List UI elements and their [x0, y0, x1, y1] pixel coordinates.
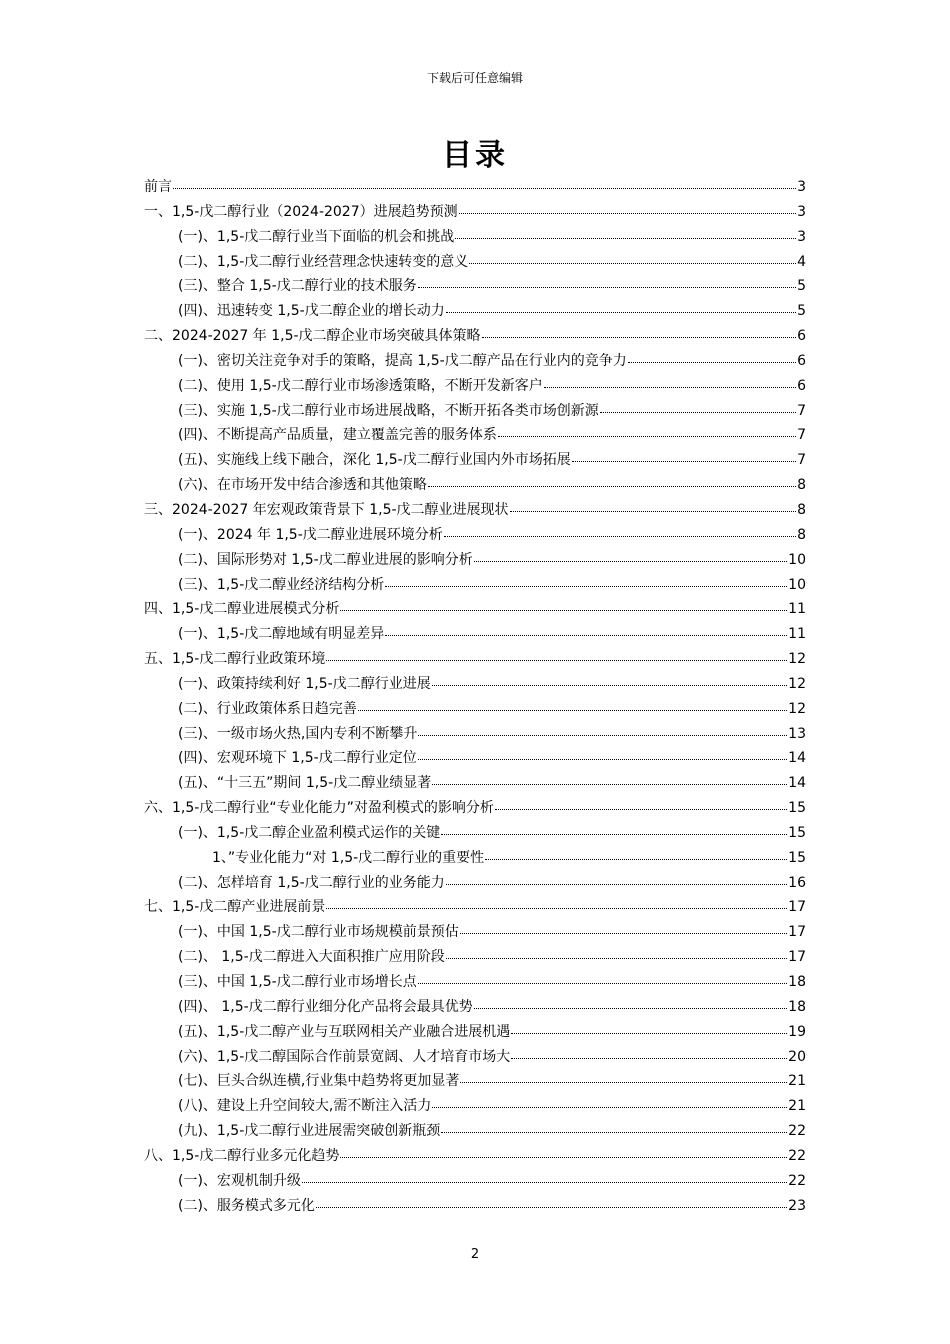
toc-leader-dots [495, 799, 787, 810]
toc-entry[interactable] [144, 499, 806, 524]
toc-entry[interactable] [144, 375, 806, 400]
toc-entry-title: (七)、巨头合纵连横,行业集中趋势将更加显著 [178, 1073, 460, 1090]
toc-entry-title: (五)、1,5-戊二醇产业与互联网相关产业融合进展机遇 [178, 1023, 511, 1040]
toc-entry-title: (二)、 1,5-戊二醇进入大面积推广应用阶段 [178, 949, 445, 966]
toc-entry[interactable] [144, 772, 806, 797]
toc-entry-page: 13 [788, 725, 806, 742]
toc-entry-page: 15 [788, 800, 806, 817]
toc-leader-dots [326, 650, 787, 661]
toc-entry-title: (二)、怎样培育 1,5-戊二醇行业的业务能力 [178, 874, 445, 891]
page-number: 2 [470, 1247, 480, 1262]
toc-entry-page: 3 [797, 228, 806, 245]
table-of-contents [144, 176, 806, 1219]
toc-leader-dots [511, 1023, 787, 1034]
toc-leader-dots [173, 178, 796, 189]
toc-entry[interactable] [144, 971, 806, 996]
toc-entry-title: 七、1,5-戊二醇产业进展前景 [144, 899, 326, 916]
toc-entry-title: (二)、国际形势对 1,5-戊二醇业进展的影响分析 [178, 551, 473, 568]
toc-leader-dots [432, 774, 787, 785]
toc-leader-dots [511, 1048, 787, 1059]
toc-entry-page: 23 [788, 1197, 806, 1214]
toc-entry-page: 22 [788, 1147, 806, 1164]
toc-leader-dots [469, 253, 796, 264]
toc-entry-title: (三)、整合 1,5-戊二醇行业的技术服务 [178, 278, 417, 295]
toc-entry[interactable] [144, 648, 806, 673]
toc-entry-page: 7 [797, 402, 806, 419]
toc-entry-page: 18 [788, 998, 806, 1015]
toc-entry-title: 六、1,5-戊二醇行业“专业化能力”对盈利模式的影响分析 [144, 800, 494, 817]
toc-entry-page: 11 [788, 601, 806, 618]
toc-entry-title: (一)、1,5-戊二醇地域有明显差异 [178, 626, 385, 643]
toc-title: 目录 [442, 138, 508, 173]
toc-entry-title: (六)、在市场开发中结合渗透和其他策略 [178, 477, 427, 494]
toc-entry[interactable] [144, 350, 806, 375]
header-note: 下载后可任意编辑 [426, 71, 523, 85]
toc-leader-dots [459, 203, 796, 214]
toc-entry-title: 五、1,5-戊二醇行业政策环境 [144, 651, 326, 668]
toc-entry[interactable] [144, 698, 806, 723]
toc-leader-dots [418, 973, 787, 984]
toc-entry-page: 12 [788, 675, 806, 692]
toc-entry-page: 12 [788, 651, 806, 668]
toc-entry-title: (一)、政策持续利好 1,5-戊二醇行业进展 [178, 675, 431, 692]
toc-entry-page: 3 [797, 179, 806, 195]
toc-entry-title: (一)、1,5-戊二醇企业盈利模式运作的关键 [178, 824, 441, 841]
toc-entry-title: (五)、“十三五”期间 1,5-戊二醇业绩显著 [178, 775, 432, 792]
toc-leader-dots [358, 700, 787, 711]
toc-leader-dots [385, 625, 787, 636]
toc-entry[interactable] [144, 226, 806, 251]
toc-entry[interactable] [144, 201, 806, 226]
toc-entry[interactable] [144, 996, 806, 1021]
toc-entry-title: (八)、建设上升空间较大,需不断注入活力 [178, 1098, 432, 1115]
toc-entry-page: 8 [797, 501, 806, 518]
toc-entry-title: (二)、服务模式多元化 [178, 1197, 315, 1214]
toc-leader-dots [432, 675, 787, 686]
toc-entry[interactable] [144, 872, 806, 897]
toc-leader-dots [441, 824, 787, 835]
toc-entry[interactable] [144, 1021, 806, 1046]
toc-entry-page: 5 [797, 303, 806, 320]
toc-entry-title: (五)、实施线上线下融合，深化 1,5-戊二醇行业国内外市场拓展 [178, 452, 571, 469]
toc-leader-dots [455, 228, 796, 239]
toc-entry-title: (一)、中国 1,5-戊二醇行业市场规模前景预估 [178, 924, 459, 941]
toc-leader-dots [572, 451, 796, 462]
toc-entry-page: 3 [797, 203, 806, 220]
toc-leader-dots [485, 849, 787, 860]
toc-leader-dots [340, 600, 787, 611]
toc-entry-page: 8 [797, 526, 806, 543]
toc-entry[interactable] [144, 574, 806, 599]
toc-entry-page: 19 [788, 1023, 806, 1040]
toc-entry-page: 10 [788, 576, 806, 593]
toc-entry[interactable] [144, 1195, 806, 1220]
toc-entry-page: 6 [797, 328, 806, 345]
toc-entry[interactable] [144, 921, 806, 946]
toc-leader-dots [510, 501, 797, 512]
toc-entry[interactable] [144, 747, 806, 772]
toc-entry-page: 8 [797, 477, 806, 494]
toc-entry-title: (四)、 1,5-戊二醇行业细分化产品将会最具优势 [178, 998, 473, 1015]
toc-leader-dots [316, 1197, 787, 1208]
toc-entry-title: (二)、行业政策体系日趋完善 [178, 700, 357, 717]
toc-entry-page: 15 [788, 849, 806, 866]
toc-leader-dots [460, 1072, 787, 1083]
toc-entry[interactable] [144, 1170, 806, 1195]
toc-leader-dots [446, 874, 787, 885]
toc-entry-page: 21 [788, 1098, 806, 1115]
toc-entry[interactable] [144, 1145, 806, 1170]
toc-entry[interactable] [144, 946, 806, 971]
toc-leader-dots [340, 1147, 787, 1158]
toc-entry-title: (一)、密切关注竞争对手的策略，提高 1,5-戊二醇产品在行业内的竞争力 [178, 352, 627, 369]
toc-entry-title: (四)、宏观环境下 1,5-戊二醇行业定位 [178, 750, 417, 767]
toc-entry-page: 4 [797, 253, 806, 270]
toc-entry[interactable] [144, 549, 806, 574]
toc-entry-title: (一)、1,5-戊二醇行业当下面临的机会和挑战 [178, 228, 455, 245]
toc-entry-page: 10 [788, 551, 806, 568]
toc-leader-dots [385, 576, 787, 587]
toc-entry-title: 三、2024-2027 年宏观政策背景下 1,5-戊二醇业进展现状 [144, 501, 509, 518]
toc-entry[interactable] [144, 176, 806, 201]
toc-entry-page: 21 [788, 1073, 806, 1090]
toc-entry-title: (九)、1,5-戊二醇行业进展需突破创新瓶颈 [178, 1123, 441, 1140]
toc-entry-title: (二)、使用 1,5-戊二醇行业市场渗透策略，不断开发新客户 [178, 377, 543, 394]
toc-entry-title: (四)、迅速转变 1,5-戊二醇企业的增长动力 [178, 303, 445, 320]
toc-entry-title: 八、1,5-戊二醇行业多元化趋势 [144, 1147, 340, 1164]
toc-entry-page: 18 [788, 974, 806, 990]
toc-entry[interactable] [144, 449, 806, 474]
toc-entry-title: (三)、中国 1,5-戊二醇行业市场增长点 [178, 974, 417, 990]
toc-entry-title: (三)、实施 1,5-戊二醇行业市场进展战略，不断开拓各类市场创新源 [178, 402, 599, 419]
toc-entry-page: 12 [788, 700, 806, 717]
toc-leader-dots [544, 377, 796, 388]
toc-entry[interactable] [144, 300, 806, 325]
toc-entry-page: 11 [788, 626, 806, 643]
toc-leader-dots [600, 402, 796, 413]
toc-leader-dots [418, 725, 787, 736]
toc-entry[interactable] [144, 896, 806, 921]
toc-leader-dots [441, 1122, 787, 1133]
toc-leader-dots [444, 526, 796, 537]
toc-leader-dots [482, 327, 797, 338]
toc-leader-dots [446, 302, 796, 313]
toc-entry-page: 5 [797, 278, 806, 295]
toc-entry-title: (四)、不断提高产品质量，建立覆盖完善的服务体系 [178, 427, 497, 444]
toc-entry[interactable] [144, 673, 806, 698]
toc-entry[interactable] [144, 822, 806, 847]
toc-entry-page: 7 [797, 427, 806, 444]
toc-entry[interactable] [144, 1070, 806, 1095]
toc-entry-title: 一、1,5-戊二醇行业（2024-2027）进展趋势预测 [144, 203, 458, 220]
toc-entry[interactable] [144, 251, 806, 276]
toc-entry-page: 14 [788, 775, 806, 792]
toc-entry[interactable] [144, 474, 806, 499]
toc-entry-title: (六)、1,5-戊二醇国际合作前景宽阔、人才培育市场大 [178, 1048, 511, 1065]
toc-entry-page: 22 [788, 1123, 806, 1140]
toc-entry[interactable] [144, 623, 806, 648]
toc-leader-dots [474, 998, 787, 1009]
toc-leader-dots [432, 1097, 787, 1108]
toc-leader-dots [302, 1172, 787, 1183]
toc-entry-page: 20 [788, 1048, 806, 1065]
toc-leader-dots [326, 898, 787, 909]
toc-entry-title: (三)、1,5-戊二醇业经济结构分析 [178, 576, 385, 593]
toc-leader-dots [460, 923, 787, 934]
toc-entry-page: 16 [788, 874, 806, 891]
toc-leader-dots [418, 749, 787, 760]
toc-entry-title: 二、2024-2027 年 1,5-戊二醇企业市场突破具体策略 [144, 328, 481, 345]
toc-entry[interactable] [144, 424, 806, 449]
toc-entry[interactable] [144, 1095, 806, 1120]
toc-entry-title: 前言 [144, 179, 172, 195]
toc-entry-page: 14 [788, 750, 806, 767]
toc-entry[interactable] [144, 325, 806, 350]
toc-entry[interactable] [144, 275, 806, 300]
toc-entry-page: 17 [788, 949, 806, 966]
toc-leader-dots [446, 948, 787, 959]
toc-entry[interactable] [144, 400, 806, 425]
toc-entry-page: 15 [788, 824, 806, 841]
toc-entry-title: (一)、宏观机制升级 [178, 1172, 301, 1189]
toc-entry[interactable] [144, 1046, 806, 1071]
toc-entry-page: 17 [788, 924, 806, 941]
toc-entry-page: 6 [797, 352, 806, 369]
toc-entry[interactable] [144, 1120, 806, 1145]
toc-entry-page: 22 [788, 1172, 806, 1189]
toc-entry[interactable] [144, 847, 806, 872]
toc-entry[interactable] [144, 524, 806, 549]
toc-entry-title: (一)、2024 年 1,5-戊二醇业进展环境分析 [178, 526, 443, 543]
toc-entry-title: 四、1,5-戊二醇业进展模式分析 [144, 601, 340, 618]
toc-entry-page: 17 [788, 899, 806, 916]
toc-entry-title: (三)、一级市场火热,国内专利不断攀升 [178, 725, 418, 742]
toc-entry[interactable] [144, 797, 806, 822]
toc-leader-dots [418, 277, 796, 288]
toc-entry[interactable] [144, 598, 806, 623]
toc-entry-title: 1、”专业化能力“对 1,5-戊二醇行业的重要性 [212, 849, 485, 866]
toc-entry-title: (二)、1,5-戊二醇行业经营理念快速转变的意义 [178, 253, 469, 270]
toc-entry[interactable] [144, 723, 806, 748]
toc-entry-page: 7 [797, 452, 806, 469]
toc-leader-dots [428, 476, 796, 487]
toc-leader-dots [498, 426, 796, 437]
toc-leader-dots [628, 352, 796, 363]
toc-entry-page: 6 [797, 377, 806, 394]
toc-leader-dots [474, 551, 787, 562]
